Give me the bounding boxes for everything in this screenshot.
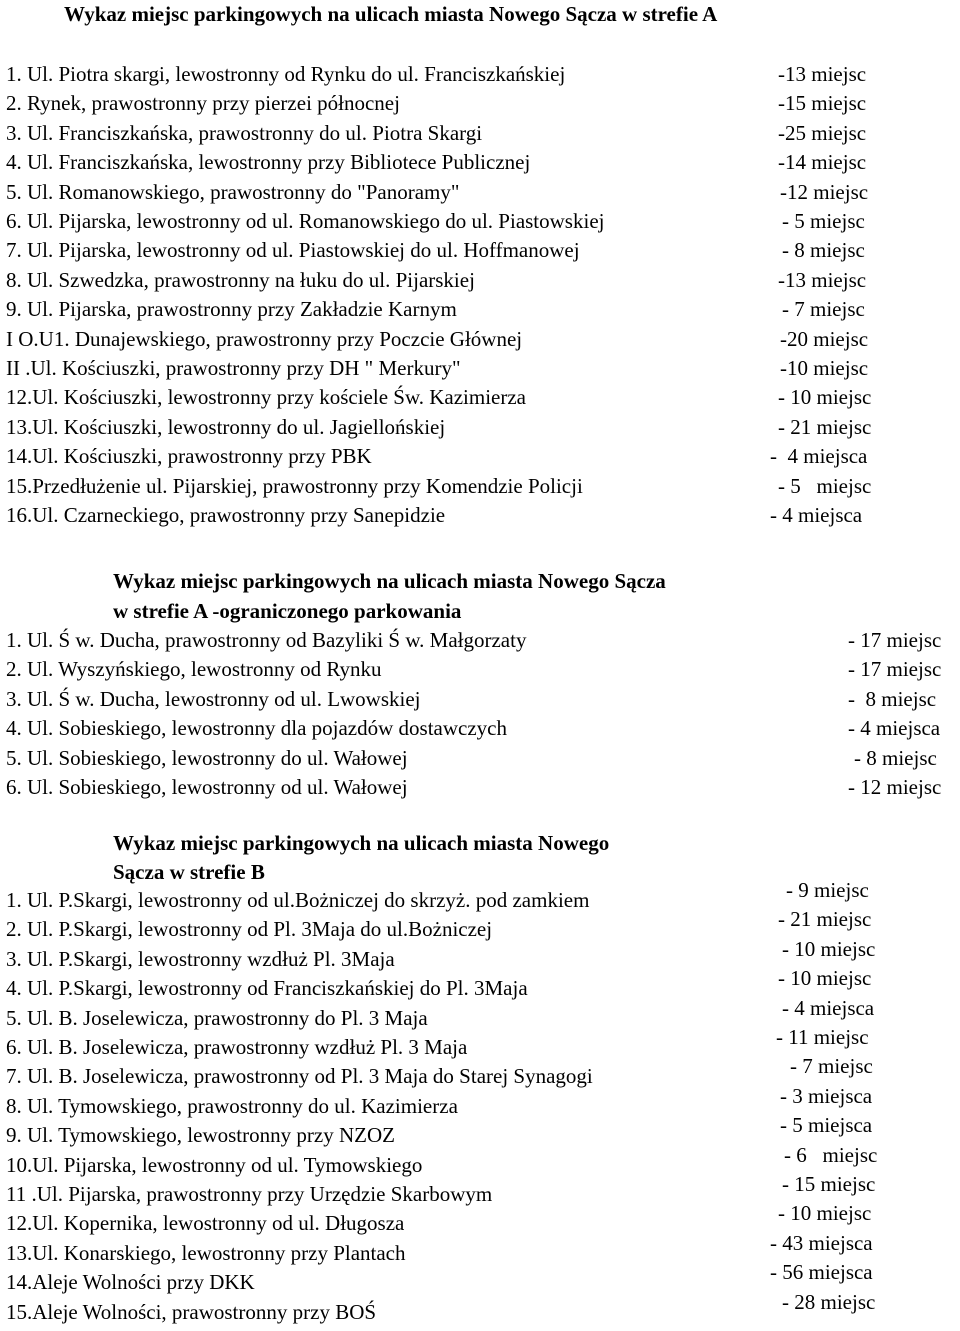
list-item (6, 655, 960, 684)
parking-count: - 15 miejsc (782, 1172, 876, 1196)
parking-count: - 28 miejsc (782, 1290, 876, 1314)
parking-count: - 5 miejsca (780, 1113, 873, 1137)
list-item (6, 178, 960, 207)
list-item (6, 325, 960, 354)
street-description: 3. Ul. Franciszkańska, prawostronny do ul. Piotra Skargi (6, 121, 483, 145)
street-description: 9. Ul. Pijarska, prawostronny przy Zakładzie Karnym (6, 297, 457, 321)
street-description: 6. Ul. Pijarska, lewostronny od ul. Romanowskiego do ul. Piastowskiej (6, 209, 605, 233)
parking-count: - 8 miejsc (854, 746, 937, 770)
parking-count: - 7 miejsc (782, 297, 865, 321)
street-description: 5. Ul. Sobieskiego, lewostronny do ul. Wałowej (6, 746, 408, 770)
parking-count: - 8 miejsc (782, 238, 865, 262)
parking-count: -20 miejsc (780, 327, 869, 351)
list-item (6, 413, 960, 442)
parking-count: - 5 miejsc (778, 474, 872, 498)
list-item (6, 383, 960, 412)
list-item (6, 89, 960, 118)
street-description: 2. Ul. Wyszyńskiego, lewostronny od Rynku (6, 657, 382, 681)
zone-b-subtitle: Sącza w strefie B (113, 860, 265, 884)
list-item (6, 266, 960, 295)
street-description: 14.Ul. Kościuszki, prawostronny przy PBK (6, 444, 372, 468)
parking-count: -25 miejsc (778, 121, 867, 145)
parking-count: -10 miejsc (780, 356, 869, 380)
parking-count: - 11 miejsc (776, 1025, 869, 1049)
parking-count: -13 miejsc (778, 268, 867, 292)
list-item (6, 207, 960, 236)
list-item (6, 119, 960, 148)
zone-a-limited-subtitle: w strefie A -ograniczonego parkowania (113, 599, 462, 623)
street-description: 2. Ul. P.Skargi, lewostronny od Pl. 3Maja do ul.Bożniczej (6, 917, 493, 941)
street-description: 4. Ul. Sobieskiego, lewostronny dla pojazdów dostawczych (6, 716, 507, 740)
parking-count: - 4 miejsca (770, 503, 863, 527)
street-description: 1. Ul. Piotra skargi, lewostronny od Rynku do ul. Franciszkańskiej (6, 62, 566, 86)
parking-count: - 21 miejsc (778, 415, 872, 439)
list-item (6, 295, 960, 324)
street-description: 1. Ul. Ś w. Ducha, prawostronny od Bazyliki Ś w. Małgorzaty (6, 628, 527, 652)
parking-count: - 6 miejsc (784, 1143, 878, 1167)
parking-count: - 9 miejsc (786, 878, 869, 902)
street-description: 14.Aleje Wolności przy DKK (6, 1270, 255, 1294)
street-description: 8. Ul. Tymowskiego, prawostronny do ul. Kazimierza (6, 1094, 458, 1118)
zone-a-title: Wykaz miejsc parkingowych na ulicach miasta Nowego Sącza w strefie A (64, 2, 718, 26)
list-item (6, 354, 960, 383)
street-description: 15.Aleje Wolności, prawostronny przy BOŚ (6, 1300, 377, 1324)
street-description: 10.Ul. Pijarska, lewostronny od ul. Tymowskiego (6, 1153, 423, 1177)
street-description: 8. Ul. Szwedzka, prawostronny na łuku do ul. Pijarskiej (6, 268, 475, 292)
zone-b-title: Wykaz miejsc parkingowych na ulicach miasta Nowego (113, 831, 610, 855)
parking-count: - 10 miejsc (778, 966, 872, 990)
list-item (6, 685, 960, 714)
list-item (6, 501, 960, 530)
parking-count: - 4 miejsca (848, 716, 941, 740)
street-description: 12.Ul. Kopernika, lewostronny od ul. Długosza (6, 1211, 405, 1235)
list-item (6, 773, 960, 802)
parking-count: - 43 miejsca (770, 1231, 873, 1255)
street-description: 3. Ul. Ś w. Ducha, lewostronny od ul. Lwowskiej (6, 687, 421, 711)
parking-count: - 5 miejsc (782, 209, 865, 233)
parking-count: - 10 miejsc (782, 937, 876, 961)
street-description: II .Ul. Kościuszki, prawostronny przy DH " Merkury" (6, 356, 461, 380)
street-description: 11 .Ul. Pijarska, prawostronny przy Urzędzie Skarbowym (6, 1182, 493, 1206)
parking-count: -13 miejsc (778, 62, 867, 86)
parking-count: - 56 miejsca (770, 1260, 873, 1284)
street-description: 7. Ul. B. Joselewicza, prawostronny od Pl. 3 Maja do Starej Synagogi (6, 1064, 593, 1088)
street-description: 1. Ul. P.Skargi, lewostronny od ul.Bożniczej do skrzyż. pod zamkiem (6, 888, 590, 912)
list-item (6, 60, 960, 89)
parking-count: - 12 miejsc (848, 775, 942, 799)
list-item (6, 472, 960, 501)
street-description: 12.Ul. Kościuszki, lewostronny przy kościele Św. Kazimierza (6, 385, 527, 409)
list-item (6, 744, 960, 773)
parking-count: - 17 miejsc (848, 657, 942, 681)
street-description: 13.Ul. Kościuszki, lewostronny do ul. Jagiellońskiej (6, 415, 446, 439)
parking-count: - 10 miejsc (778, 385, 872, 409)
list-item (6, 714, 960, 743)
street-description: 5. Ul. Romanowskiego, prawostronny do "Panoramy" (6, 180, 460, 204)
parking-count: -12 miejsc (780, 180, 869, 204)
street-description: 3. Ul. P.Skargi, lewostronny wzdłuż Pl. 3Maja (6, 947, 395, 971)
street-description: 4. Ul. Franciszkańska, lewostronny przy Bibliotece Publicznej (6, 150, 531, 174)
parking-count: - 10 miejsc (778, 1201, 872, 1225)
parking-count: - 7 miejsc (790, 1054, 873, 1078)
list-item (6, 236, 960, 265)
list-item (6, 626, 960, 655)
street-description: 6. Ul. B. Joselewicza, prawostronny wzdłuż Pl. 3 Maja (6, 1035, 468, 1059)
parking-count: -14 miejsc (778, 150, 867, 174)
parking-count: - 17 miejsc (848, 628, 942, 652)
street-description: 4. Ul. P.Skargi, lewostronny od Franciszkańskiej do Pl. 3Maja (6, 976, 528, 1000)
street-description: 7. Ul. Pijarska, lewostronny od ul. Piastowskiej do ul. Hoffmanowej (6, 238, 580, 262)
parking-count: - 21 miejsc (778, 907, 872, 931)
parking-count: - 8 miejsc (848, 687, 937, 711)
parking-count: - 4 miejsca (770, 444, 868, 468)
list-item (6, 148, 960, 177)
street-description: 2. Rynek, prawostronny przy pierzei północnej (6, 91, 400, 115)
street-description: I O.U1. Dunajewskiego, prawostronny przy Poczcie Głównej (6, 327, 523, 351)
street-description: 13.Ul. Konarskiego, lewostronny przy Plantach (6, 1241, 406, 1265)
street-description: 15.Przedłużenie ul. Pijarskiej, prawostronny przy Komendzie Policji (6, 474, 583, 498)
street-description: 16.Ul. Czarneckiego, prawostronny przy Sanepidzie (6, 503, 446, 527)
list-item (6, 442, 960, 471)
parking-count: - 3 miejsca (780, 1084, 873, 1108)
street-description: 6. Ul. Sobieskiego, lewostronny od ul. Wałowej (6, 775, 408, 799)
parking-count: -15 miejsc (778, 91, 867, 115)
zone-a-limited-title: Wykaz miejsc parkingowych na ulicach miasta Nowego Sącza (113, 569, 666, 593)
street-description: 5. Ul. B. Joselewicza, prawostronny do Pl. 3 Maja (6, 1006, 428, 1030)
list-item (6, 1290, 960, 1327)
parking-count: - 4 miejsca (782, 996, 875, 1020)
street-description: 9. Ul. Tymowskiego, lewostronny przy NZOZ (6, 1123, 395, 1147)
